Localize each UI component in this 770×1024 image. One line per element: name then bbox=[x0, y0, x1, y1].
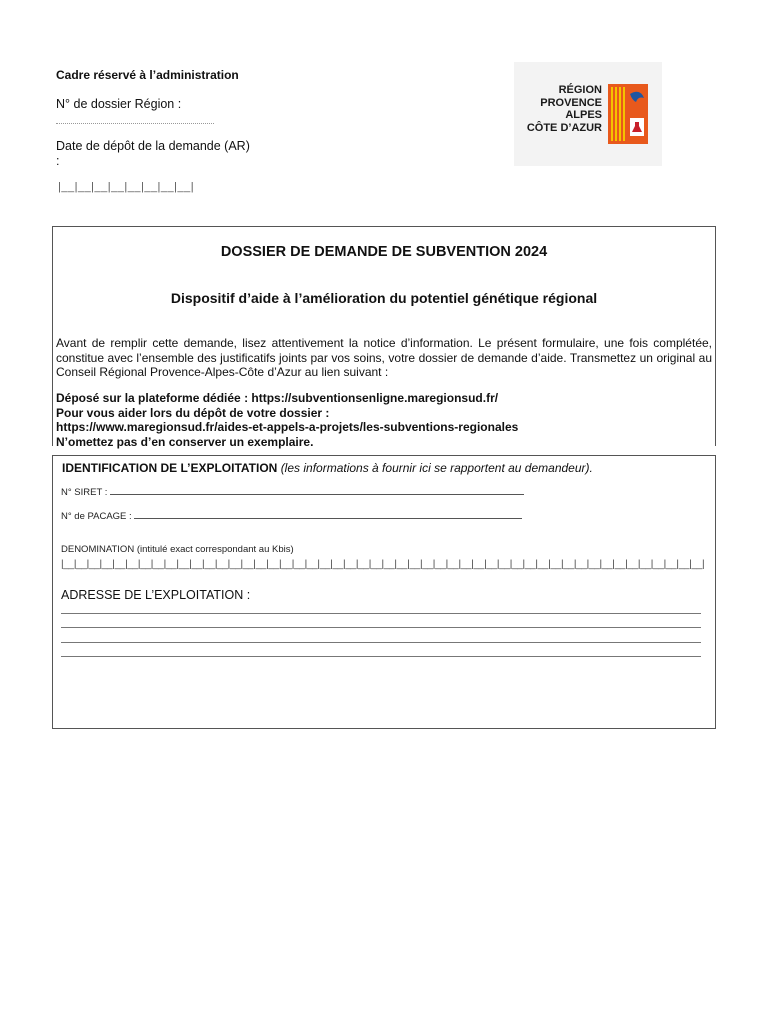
depot-date-field[interactable]: |__|__|__|__|__|__|__|__| bbox=[58, 181, 195, 193]
help-line: Pour vous aider lors du dépôt de votre dossier : bbox=[56, 405, 330, 420]
siret-row bbox=[61, 487, 524, 498]
page-subtitle: Dispositif d’aide à l’amélioration du potentiel génétique régional bbox=[170, 290, 598, 306]
intro-paragraph: Avant de remplir cette demande, lisez attentivement la notice d’information. Le présent formulaire, une fois complétée, constitue avec l’ensemble des justificatifs joints par vos soins, votre dossier de demande d’aide. Transmettez un original au Conseil Régional Provence-Alpes-Côte d’Azur au lien suivant : bbox=[56, 336, 712, 379]
adresse-input-line[interactable] bbox=[61, 627, 701, 628]
logo-line: RÉGION bbox=[558, 84, 602, 96]
adresse-input-line[interactable] bbox=[61, 656, 701, 657]
page-title: DOSSIER DE DEMANDE DE SUBVENTION 2024 bbox=[220, 244, 548, 260]
adresse-input-line[interactable] bbox=[61, 642, 701, 643]
denomination-label: DENOMINATION (intitulé exact correspondant au Kbis) bbox=[61, 544, 294, 555]
logo-line: CÔTE D’AZUR bbox=[526, 121, 602, 134]
pacage-row bbox=[61, 511, 522, 522]
help-url: https://www.maregionsud.fr/aides-et-appels-a-projets/les-subventions-regionales bbox=[56, 420, 519, 434]
region-logo bbox=[514, 62, 662, 166]
pacage-input[interactable] bbox=[134, 517, 522, 519]
dossier-number-field[interactable] bbox=[56, 117, 214, 124]
siret-input[interactable] bbox=[110, 493, 524, 495]
deposit-instructions bbox=[56, 391, 712, 449]
admin-title: Cadre réservé à l’administration bbox=[56, 68, 239, 82]
logo-text bbox=[527, 84, 602, 134]
identification-heading: IDENTIFICATION DE L’EXPLOITATION bbox=[62, 461, 278, 475]
pacage-label: N° de PACAGE : bbox=[61, 511, 132, 522]
logo-line: PROVENCE bbox=[540, 96, 602, 109]
adresse-input-line[interactable] bbox=[61, 613, 701, 614]
depot-date-label: Date de dépôt de la demande (AR) : bbox=[56, 139, 250, 168]
adresse-label: ADRESSE DE L’EXPLOITATION : bbox=[61, 588, 251, 602]
identification-title bbox=[62, 461, 593, 475]
logo-line: ALPES bbox=[565, 109, 602, 121]
identification-note: (les informations à fournir ici se rapportent au demandeur). bbox=[280, 461, 593, 475]
region-emblem-icon bbox=[608, 84, 648, 144]
denomination-input[interactable]: |__|__|__|__|__|__|__|__|__|__|__|__|__|__|__|__|__|__|__|__|__|__|__|__|__|__|__|__|__|__|__|__|__|__|__|__|__|__|__|__|__|__|__|__|__|__|__|__|__|__| bbox=[61, 559, 705, 570]
dossier-number-label: N° de dossier Région : bbox=[56, 97, 182, 111]
siret-label: N° SIRET : bbox=[61, 487, 108, 498]
keep-copy-line: N’omettez pas d’en conserver un exemplaire. bbox=[56, 434, 314, 449]
deposit-line: Déposé sur la plateforme dédiée : https://subventionsenligne.maregionsud.fr/ bbox=[56, 391, 499, 405]
